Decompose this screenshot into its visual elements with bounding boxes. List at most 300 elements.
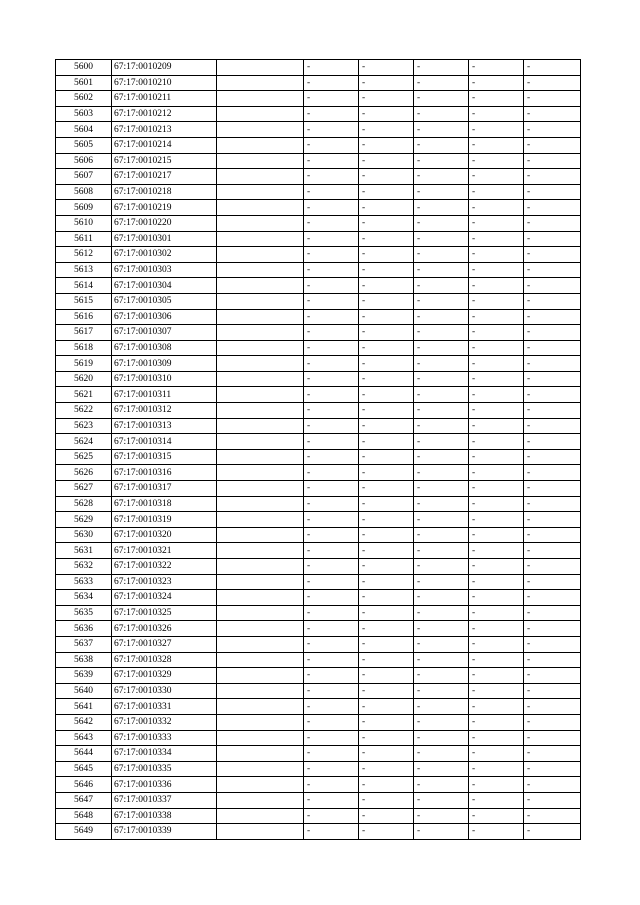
row-number-cell: 5648	[56, 808, 112, 824]
table-row	[56, 278, 581, 294]
cadastral-number-cell: 67:17:0010305	[112, 293, 217, 309]
dash-cell: -	[414, 60, 469, 76]
empty-cell	[217, 590, 304, 606]
dash-cell: -	[414, 309, 469, 325]
dash-cell: -	[469, 356, 524, 372]
row-number-cell: 5642	[56, 714, 112, 730]
table-row	[56, 652, 581, 668]
cadastral-number-cell: 67:17:0010332	[112, 714, 217, 730]
cadastral-number-cell: 67:17:0010318	[112, 496, 217, 512]
cadastral-number-cell: 67:17:0010319	[112, 512, 217, 528]
dash-cell: -	[469, 75, 524, 91]
table-row	[56, 325, 581, 341]
cadastral-number-cell: 67:17:0010322	[112, 559, 217, 575]
dash-cell: -	[414, 325, 469, 341]
dash-cell: -	[304, 340, 359, 356]
dash-cell: -	[524, 215, 581, 231]
table-row	[56, 262, 581, 278]
dash-cell: -	[359, 137, 414, 153]
empty-cell	[217, 75, 304, 91]
table-row	[56, 371, 581, 387]
table-row	[56, 122, 581, 138]
row-number-cell: 5600	[56, 60, 112, 76]
dash-cell: -	[359, 106, 414, 122]
cadastral-number-cell: 67:17:0010220	[112, 215, 217, 231]
table-row	[56, 590, 581, 606]
dash-cell: -	[304, 418, 359, 434]
dash-cell: -	[524, 512, 581, 528]
cadastral-number-cell: 67:17:0010214	[112, 137, 217, 153]
dash-cell: -	[414, 200, 469, 216]
dash-cell: -	[414, 75, 469, 91]
dash-cell: -	[414, 434, 469, 450]
table-row	[56, 200, 581, 216]
dash-cell: -	[469, 169, 524, 185]
empty-cell	[217, 746, 304, 762]
dash-cell: -	[304, 60, 359, 76]
dash-cell: -	[524, 746, 581, 762]
row-number-cell: 5618	[56, 340, 112, 356]
empty-cell	[217, 668, 304, 684]
dash-cell: -	[469, 777, 524, 793]
row-number-cell: 5638	[56, 652, 112, 668]
dash-cell: -	[469, 746, 524, 762]
dash-cell: -	[469, 122, 524, 138]
dash-cell: -	[359, 792, 414, 808]
dash-cell: -	[524, 340, 581, 356]
empty-cell	[217, 153, 304, 169]
table-row	[56, 824, 581, 840]
dash-cell: -	[304, 683, 359, 699]
dash-cell: -	[469, 761, 524, 777]
dash-cell: -	[304, 605, 359, 621]
empty-cell	[217, 730, 304, 746]
dash-cell: -	[414, 496, 469, 512]
dash-cell: -	[414, 824, 469, 840]
row-number-cell: 5622	[56, 403, 112, 419]
dash-cell: -	[304, 215, 359, 231]
dash-cell: -	[469, 153, 524, 169]
records-table	[55, 59, 581, 840]
dash-cell: -	[359, 699, 414, 715]
dash-cell: -	[359, 200, 414, 216]
dash-cell: -	[414, 777, 469, 793]
row-number-cell: 5623	[56, 418, 112, 434]
empty-cell	[217, 714, 304, 730]
dash-cell: -	[359, 481, 414, 497]
empty-cell	[217, 699, 304, 715]
dash-cell: -	[359, 371, 414, 387]
empty-cell	[217, 512, 304, 528]
dash-cell: -	[304, 153, 359, 169]
empty-cell	[217, 262, 304, 278]
row-number-cell: 5613	[56, 262, 112, 278]
cadastral-number-cell: 67:17:0010312	[112, 403, 217, 419]
row-number-cell: 5639	[56, 668, 112, 684]
dash-cell: -	[304, 91, 359, 107]
table-row	[56, 60, 581, 76]
dash-cell: -	[414, 153, 469, 169]
cadastral-number-cell: 67:17:0010326	[112, 621, 217, 637]
table-row	[56, 231, 581, 247]
row-number-cell: 5620	[56, 371, 112, 387]
dash-cell: -	[304, 106, 359, 122]
dash-cell: -	[359, 605, 414, 621]
table-row	[56, 449, 581, 465]
cadastral-number-cell: 67:17:0010317	[112, 481, 217, 497]
dash-cell: -	[359, 449, 414, 465]
row-number-cell: 5616	[56, 309, 112, 325]
cadastral-number-cell: 67:17:0010211	[112, 91, 217, 107]
row-number-cell: 5635	[56, 605, 112, 621]
row-number-cell: 5632	[56, 559, 112, 575]
empty-cell	[217, 293, 304, 309]
row-number-cell: 5636	[56, 621, 112, 637]
cadastral-number-cell: 67:17:0010321	[112, 543, 217, 559]
table-row	[56, 75, 581, 91]
cadastral-number-cell: 67:17:0010307	[112, 325, 217, 341]
dash-cell: -	[524, 668, 581, 684]
table-row	[56, 808, 581, 824]
dash-cell: -	[524, 403, 581, 419]
dash-cell: -	[304, 777, 359, 793]
dash-cell: -	[524, 169, 581, 185]
dash-cell: -	[524, 122, 581, 138]
dash-cell: -	[414, 91, 469, 107]
empty-cell	[217, 808, 304, 824]
cadastral-number-cell: 67:17:0010323	[112, 574, 217, 590]
dash-cell: -	[469, 309, 524, 325]
cadastral-number-cell: 67:17:0010327	[112, 636, 217, 652]
table-row	[56, 761, 581, 777]
row-number-cell: 5619	[56, 356, 112, 372]
dash-cell: -	[359, 824, 414, 840]
dash-cell: -	[304, 543, 359, 559]
dash-cell: -	[524, 808, 581, 824]
row-number-cell: 5621	[56, 387, 112, 403]
dash-cell: -	[359, 559, 414, 575]
dash-cell: -	[469, 184, 524, 200]
dash-cell: -	[524, 481, 581, 497]
dash-cell: -	[524, 387, 581, 403]
dash-cell: -	[414, 590, 469, 606]
row-number-cell: 5605	[56, 137, 112, 153]
dash-cell: -	[524, 496, 581, 512]
empty-cell	[217, 434, 304, 450]
dash-cell: -	[304, 652, 359, 668]
dash-cell: -	[469, 636, 524, 652]
empty-cell	[217, 106, 304, 122]
row-number-cell: 5628	[56, 496, 112, 512]
cadastral-number-cell: 67:17:0010309	[112, 356, 217, 372]
empty-cell	[217, 824, 304, 840]
dash-cell: -	[469, 449, 524, 465]
row-number-cell: 5607	[56, 169, 112, 185]
row-number-cell: 5617	[56, 325, 112, 341]
table-row	[56, 683, 581, 699]
cadastral-number-cell: 67:17:0010302	[112, 247, 217, 263]
dash-cell: -	[359, 730, 414, 746]
empty-cell	[217, 465, 304, 481]
dash-cell: -	[469, 527, 524, 543]
dash-cell: -	[414, 808, 469, 824]
row-number-cell: 5645	[56, 761, 112, 777]
dash-cell: -	[524, 75, 581, 91]
dash-cell: -	[304, 262, 359, 278]
table-row	[56, 247, 581, 263]
table-row	[56, 293, 581, 309]
dash-cell: -	[469, 824, 524, 840]
table-row	[56, 137, 581, 153]
table-row	[56, 636, 581, 652]
dash-cell: -	[469, 278, 524, 294]
dash-cell: -	[359, 169, 414, 185]
dash-cell: -	[359, 652, 414, 668]
table-row	[56, 356, 581, 372]
cadastral-number-cell: 67:17:0010320	[112, 527, 217, 543]
dash-cell: -	[304, 730, 359, 746]
dash-cell: -	[414, 122, 469, 138]
table-row	[56, 91, 581, 107]
dash-cell: -	[359, 278, 414, 294]
dash-cell: -	[414, 761, 469, 777]
empty-cell	[217, 403, 304, 419]
dash-cell: -	[469, 574, 524, 590]
dash-cell: -	[304, 761, 359, 777]
dash-cell: -	[469, 387, 524, 403]
cadastral-number-cell: 67:17:0010339	[112, 824, 217, 840]
dash-cell: -	[524, 184, 581, 200]
dash-cell: -	[359, 512, 414, 528]
dash-cell: -	[359, 75, 414, 91]
dash-cell: -	[304, 792, 359, 808]
dash-cell: -	[414, 714, 469, 730]
table-row	[56, 714, 581, 730]
dash-cell: -	[469, 371, 524, 387]
row-number-cell: 5625	[56, 449, 112, 465]
table-row	[56, 465, 581, 481]
dash-cell: -	[524, 652, 581, 668]
dash-cell: -	[359, 91, 414, 107]
dash-cell: -	[304, 231, 359, 247]
dash-cell: -	[469, 262, 524, 278]
empty-cell	[217, 215, 304, 231]
row-number-cell: 5602	[56, 91, 112, 107]
dash-cell: -	[359, 418, 414, 434]
row-number-cell: 5603	[56, 106, 112, 122]
dash-cell: -	[414, 403, 469, 419]
dash-cell: -	[414, 215, 469, 231]
dash-cell: -	[414, 418, 469, 434]
dash-cell: -	[524, 278, 581, 294]
row-number-cell: 5611	[56, 231, 112, 247]
dash-cell: -	[469, 730, 524, 746]
dash-cell: -	[304, 512, 359, 528]
empty-cell	[217, 559, 304, 575]
dash-cell: -	[304, 371, 359, 387]
dash-cell: -	[359, 590, 414, 606]
dash-cell: -	[469, 106, 524, 122]
dash-cell: -	[469, 231, 524, 247]
empty-cell	[217, 309, 304, 325]
cadastral-number-cell: 67:17:0010310	[112, 371, 217, 387]
cadastral-number-cell: 67:17:0010335	[112, 761, 217, 777]
dash-cell: -	[524, 434, 581, 450]
row-number-cell: 5641	[56, 699, 112, 715]
dash-cell: -	[359, 184, 414, 200]
dash-cell: -	[304, 527, 359, 543]
dash-cell: -	[304, 122, 359, 138]
cadastral-number-cell: 67:17:0010324	[112, 590, 217, 606]
dash-cell: -	[414, 278, 469, 294]
dash-cell: -	[359, 153, 414, 169]
dash-cell: -	[304, 636, 359, 652]
dash-cell: -	[469, 434, 524, 450]
dash-cell: -	[469, 683, 524, 699]
dash-cell: -	[524, 824, 581, 840]
dash-cell: -	[359, 761, 414, 777]
dash-cell: -	[414, 169, 469, 185]
row-number-cell: 5644	[56, 746, 112, 762]
dash-cell: -	[469, 403, 524, 419]
dash-cell: -	[359, 714, 414, 730]
dash-cell: -	[304, 309, 359, 325]
dash-cell: -	[524, 418, 581, 434]
row-number-cell: 5608	[56, 184, 112, 200]
row-number-cell: 5633	[56, 574, 112, 590]
dash-cell: -	[359, 403, 414, 419]
dash-cell: -	[359, 293, 414, 309]
dash-cell: -	[524, 527, 581, 543]
dash-cell: -	[414, 247, 469, 263]
dash-cell: -	[469, 714, 524, 730]
row-number-cell: 5631	[56, 543, 112, 559]
cadastral-number-cell: 67:17:0010215	[112, 153, 217, 169]
table-row	[56, 403, 581, 419]
dash-cell: -	[524, 792, 581, 808]
cadastral-number-cell: 67:17:0010212	[112, 106, 217, 122]
dash-cell: -	[524, 60, 581, 76]
dash-cell: -	[414, 340, 469, 356]
dash-cell: -	[359, 527, 414, 543]
dash-cell: -	[524, 449, 581, 465]
dash-cell: -	[524, 621, 581, 637]
empty-cell	[217, 636, 304, 652]
dash-cell: -	[524, 231, 581, 247]
dash-cell: -	[414, 184, 469, 200]
dash-cell: -	[524, 730, 581, 746]
row-number-cell: 5643	[56, 730, 112, 746]
dash-cell: -	[359, 746, 414, 762]
table-row	[56, 621, 581, 637]
dash-cell: -	[469, 60, 524, 76]
dash-cell: -	[469, 496, 524, 512]
dash-cell: -	[304, 465, 359, 481]
dash-cell: -	[359, 636, 414, 652]
dash-cell: -	[304, 621, 359, 637]
table-row	[56, 496, 581, 512]
dash-cell: -	[304, 403, 359, 419]
dash-cell: -	[304, 247, 359, 263]
dash-cell: -	[469, 652, 524, 668]
dash-cell: -	[524, 683, 581, 699]
dash-cell: -	[414, 465, 469, 481]
dash-cell: -	[359, 356, 414, 372]
dash-cell: -	[469, 668, 524, 684]
table-row	[56, 481, 581, 497]
dash-cell: -	[359, 808, 414, 824]
empty-cell	[217, 449, 304, 465]
dash-cell: -	[304, 574, 359, 590]
row-number-cell: 5640	[56, 683, 112, 699]
dash-cell: -	[414, 356, 469, 372]
cadastral-number-cell: 67:17:0010303	[112, 262, 217, 278]
empty-cell	[217, 122, 304, 138]
table-row	[56, 184, 581, 200]
dash-cell: -	[469, 512, 524, 528]
dash-cell: -	[469, 247, 524, 263]
table-row	[56, 169, 581, 185]
dash-cell: -	[469, 699, 524, 715]
table-row	[56, 605, 581, 621]
cadastral-number-cell: 67:17:0010328	[112, 652, 217, 668]
dash-cell: -	[304, 75, 359, 91]
dash-cell: -	[359, 340, 414, 356]
table-row	[56, 792, 581, 808]
dash-cell: -	[304, 481, 359, 497]
dash-cell: -	[359, 496, 414, 512]
dash-cell: -	[414, 559, 469, 575]
dash-cell: -	[469, 559, 524, 575]
dash-cell: -	[304, 293, 359, 309]
dash-cell: -	[304, 169, 359, 185]
table-row	[56, 699, 581, 715]
dash-cell: -	[414, 574, 469, 590]
dash-cell: -	[304, 278, 359, 294]
table-row	[56, 512, 581, 528]
cadastral-number-cell: 67:17:0010333	[112, 730, 217, 746]
dash-cell: -	[359, 621, 414, 637]
dash-cell: -	[469, 215, 524, 231]
dash-cell: -	[414, 371, 469, 387]
dash-cell: -	[469, 621, 524, 637]
row-number-cell: 5609	[56, 200, 112, 216]
cadastral-number-cell: 67:17:0010338	[112, 808, 217, 824]
cadastral-number-cell: 67:17:0010334	[112, 746, 217, 762]
dash-cell: -	[414, 792, 469, 808]
dash-cell: -	[414, 512, 469, 528]
dash-cell: -	[359, 387, 414, 403]
cadastral-number-cell: 67:17:0010325	[112, 605, 217, 621]
table-row	[56, 387, 581, 403]
dash-cell: -	[414, 137, 469, 153]
dash-cell: -	[359, 231, 414, 247]
empty-cell	[217, 184, 304, 200]
dash-cell: -	[304, 137, 359, 153]
empty-cell	[217, 278, 304, 294]
dash-cell: -	[469, 481, 524, 497]
empty-cell	[217, 605, 304, 621]
dash-cell: -	[524, 356, 581, 372]
row-number-cell: 5647	[56, 792, 112, 808]
empty-cell	[217, 777, 304, 793]
empty-cell	[217, 387, 304, 403]
dash-cell: -	[304, 184, 359, 200]
dash-cell: -	[359, 683, 414, 699]
row-number-cell: 5649	[56, 824, 112, 840]
dash-cell: -	[469, 325, 524, 341]
dash-cell: -	[524, 137, 581, 153]
